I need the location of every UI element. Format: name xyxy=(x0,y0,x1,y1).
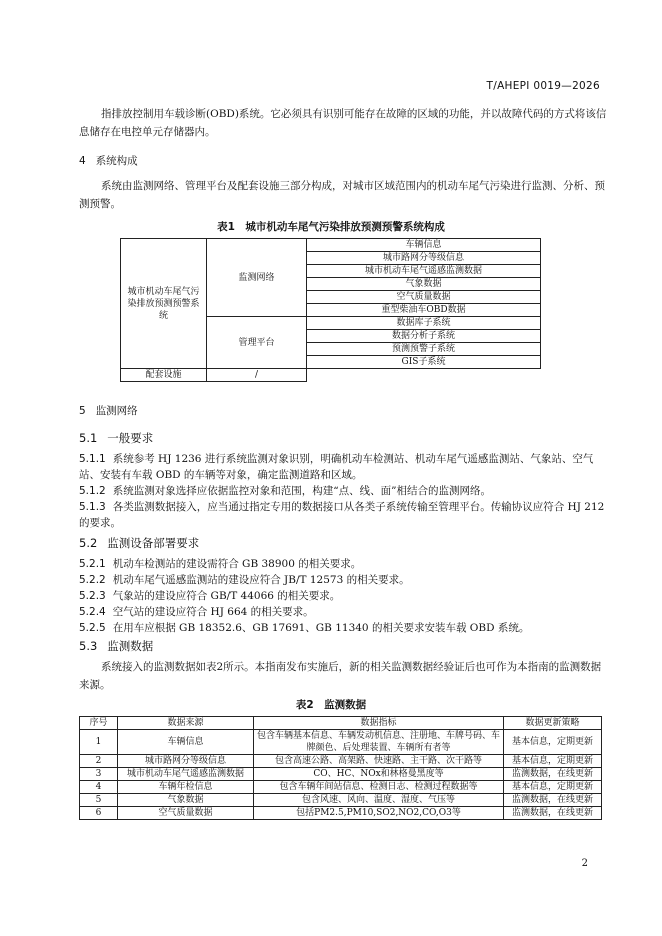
table1-group-cell: 管理平台 xyxy=(207,317,307,369)
column-header: 数据来源 xyxy=(118,717,254,730)
table1-item-cell: 数据分析子系统 xyxy=(307,330,541,343)
column-header: 数据更新策略 xyxy=(504,717,602,730)
clause-number: 5.2.2 xyxy=(79,574,106,586)
table-row xyxy=(80,781,602,794)
clause-number: 5.1.2 xyxy=(79,485,106,497)
clause-text: 在用车应根据 GB 18352.6、GB 17691、GB 11340 的相关要求安装车载 OBD 系统。 xyxy=(112,622,530,634)
clause-5-1-3 xyxy=(79,499,607,531)
table-row xyxy=(80,768,602,781)
clause-text: 空气站的建设应符合 HJ 664 的相关要求。 xyxy=(112,606,314,618)
row-number-cell: 1 xyxy=(80,730,118,755)
column-header: 序号 xyxy=(80,717,118,730)
section-5-2-heading xyxy=(79,535,199,551)
data-source-cell: 城市机动车尾气遥感监测数据 xyxy=(118,768,254,781)
table-row xyxy=(80,755,602,768)
section-5-3-paragraph: 系统接入的监测数据如表2所示。本指南发布实施后，新的相关监测数据经验证后也可作为本指南的监测数据来源。 xyxy=(79,661,602,691)
section-title: 一般要求 xyxy=(107,431,154,445)
table-header-row xyxy=(80,717,602,730)
clause-number: 5.1.3 xyxy=(79,501,106,513)
table2-caption: 表2 监测数据 xyxy=(295,699,367,711)
table1-caption: 表1 城市机动车尾气污染排放预测预警系统构成 xyxy=(217,221,445,233)
clause-text: 系统参考 HJ 1236 进行系统监测对象识别，明确机动车检测站、机动车尾气遥感监测站、气象站、空气站、安装有车载 OBD 的车辆等对象，确定监测道路和区域。 xyxy=(79,453,594,481)
clause-5-1-2 xyxy=(79,483,607,499)
table-row xyxy=(80,807,602,820)
table1-item-cell: 城市路网分等级信息 xyxy=(307,252,541,265)
data-indicator-cell: 包含车辆年间站信息、检测日志、检测过程数据等 xyxy=(254,781,504,794)
table1-item-cell: 预测预警子系统 xyxy=(307,343,541,356)
column-header: 数据指标 xyxy=(254,717,504,730)
update-policy-cell: 基本信息，定期更新 xyxy=(504,781,602,794)
section-number: 5.1 xyxy=(79,431,98,445)
data-source-cell: 城市路网分等级信息 xyxy=(118,755,254,768)
data-source-cell: 车辆信息 xyxy=(118,730,254,755)
update-policy-cell: 监测数据，在线更新 xyxy=(504,794,602,807)
clause-5-2-3 xyxy=(79,588,607,604)
clause-5-2-4 xyxy=(79,604,607,620)
intro-paragraph: 指排放控制用车载诊断(OBD)系统。它必须具有识别可能存在故障的区域的功能，并以故障代码的方式将该信息储存在电控单元存储器内。 xyxy=(79,108,607,138)
table1-item-cell: 数据库子系统 xyxy=(307,317,541,330)
section-title: 监测设备部署要求 xyxy=(107,536,200,550)
update-policy-cell: 监测数据，在线更新 xyxy=(504,768,602,781)
section-number: 5.3 xyxy=(79,639,98,653)
section-5-3-heading xyxy=(79,638,153,654)
clause-number: 5.2.4 xyxy=(79,606,106,618)
clause-5-2-5 xyxy=(79,620,607,636)
table1-item-cell: 气象数据 xyxy=(307,278,541,291)
page-number: 2 xyxy=(581,858,588,869)
table-row xyxy=(80,730,602,755)
clause-number: 5.2.1 xyxy=(79,558,106,570)
data-source-cell: 车辆年检信息 xyxy=(118,781,254,794)
section-5-1-heading xyxy=(79,430,153,446)
clause-text: 各类监测数据接入，应当通过指定专用的数据接口从各类子系统传输至管理平台。传输协议应符合 HJ 212 的要求。 xyxy=(79,501,605,529)
clause-number: 5.2.5 xyxy=(79,622,106,634)
clause-text: 气象站的建设应符合 GB/T 44066 的相关要求。 xyxy=(112,590,341,602)
clause-text: 机动车尾气遥感监测站的建设应符合 JB/T 12573 的相关要求。 xyxy=(112,574,410,586)
table-row xyxy=(121,239,541,252)
data-indicator-cell: 包含风速、风向、温度、湿度、气压等 xyxy=(254,794,504,807)
table1-item-cell: 车辆信息 xyxy=(307,239,541,252)
table1-group-cell: 监测网络 xyxy=(207,239,307,317)
table-row xyxy=(80,794,602,807)
document-code: T/AHEPI 0019—2026 xyxy=(486,80,600,92)
data-source-cell: 空气质量数据 xyxy=(118,807,254,820)
row-number-cell: 5 xyxy=(80,794,118,807)
clause-number: 5.1.1 xyxy=(79,453,106,465)
table1-item-cell: 空气质量数据 xyxy=(307,291,541,304)
update-policy-cell: 监测数据，在线更新 xyxy=(504,807,602,820)
clause-5-1-1 xyxy=(79,451,607,483)
clause-text: 系统监测对象选择应依据监控对象和范围，构建“点、线、面”相结合的监测网络。 xyxy=(112,485,491,497)
update-policy-cell: 基本信息，定期更新 xyxy=(504,730,602,755)
row-number-cell: 2 xyxy=(80,755,118,768)
section-title: 监测数据 xyxy=(107,639,154,653)
row-number-cell: 3 xyxy=(80,768,118,781)
table1-item-cell: 重型柴油车OBD数据 xyxy=(307,304,541,317)
data-indicator-cell: 包含车辆基本信息、车辆发动机信息、注册地、车牌号码、车牌颜色、后处理装置、车辆所有者等 xyxy=(254,730,504,755)
section-number: 4 xyxy=(79,155,86,167)
table1-item-cell: 城市机动车尾气遥感监测数据 xyxy=(307,265,541,278)
section-4-heading xyxy=(79,153,138,168)
table2 xyxy=(79,716,602,820)
clause-number: 5.2.3 xyxy=(79,590,106,602)
data-indicator-cell: 包括PM2.5,PM10,SO2,NO2,CO,O3等 xyxy=(254,807,504,820)
section-5-heading xyxy=(79,403,138,418)
data-indicator-cell: CO、HC、NOx和林格曼黑度等 xyxy=(254,768,504,781)
table1 xyxy=(120,238,541,382)
section-number: 5.2 xyxy=(79,536,98,550)
table1-item-cell: GIS子系统 xyxy=(307,356,541,369)
clause-text: 机动车检测站的建设需符合 GB 38900 的相关要求。 xyxy=(112,558,362,570)
data-indicator-cell: 包含高速公路、高架路、快速路、主干路、次干路等 xyxy=(254,755,504,768)
section-number: 5 xyxy=(79,405,86,417)
section-title: 监测网络 xyxy=(95,405,138,417)
section-4-paragraph: 系统由监测网络、管理平台及配套设施三部分构成，对城市区域范围内的机动车尾气污染进行监测、分析、预测预警。 xyxy=(79,180,605,210)
table1-root-cell: 城市机动车尾气污染排放预测预警系统 xyxy=(121,239,207,369)
table1-group-cell: 配套设施 xyxy=(121,369,207,382)
table1-item-cell: / xyxy=(207,369,307,382)
section-title: 系统构成 xyxy=(95,155,138,167)
update-policy-cell: 基本信息，定期更新 xyxy=(504,755,602,768)
data-source-cell: 气象数据 xyxy=(118,794,254,807)
table-row xyxy=(121,369,541,382)
clause-5-2-1 xyxy=(79,556,607,572)
row-number-cell: 6 xyxy=(80,807,118,820)
row-number-cell: 4 xyxy=(80,781,118,794)
clause-5-2-2 xyxy=(79,572,607,588)
